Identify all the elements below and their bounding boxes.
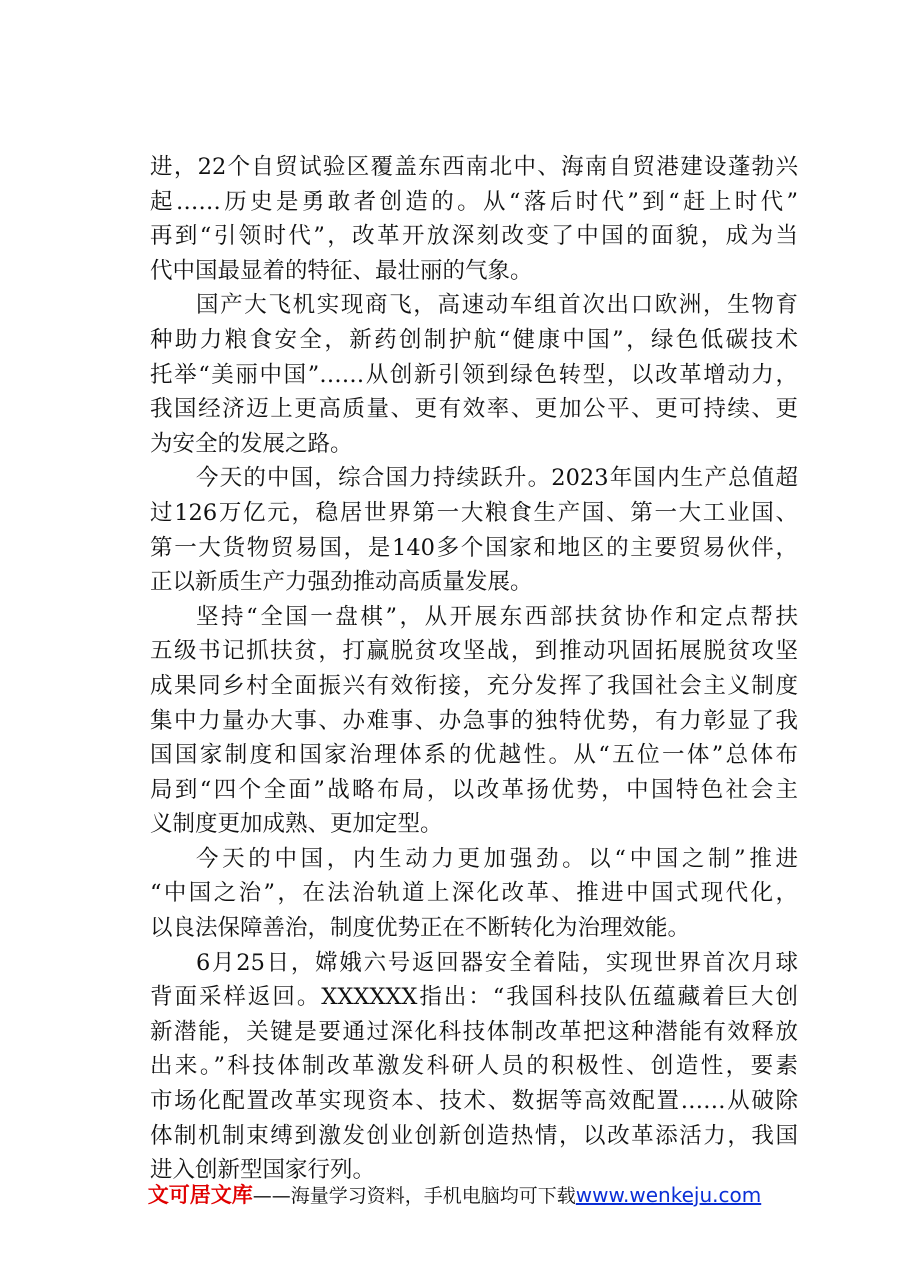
text-line: 再到“引领时代”，改革开放深刻改变了中国的面貌，成为当 [150,223,798,250]
paragraph [150,842,798,946]
footer-brand: 文可居文库 [147,1183,253,1207]
paragraph [150,150,798,288]
text-line: 国国家制度和国家治理体系的优越性。从“五位一体”总体布 [150,742,798,769]
text-line: 6月25日，嫦娥六号返回器安全着陆，实现世界首次月球 [196,949,798,976]
paragraph [150,600,798,842]
text-line: 正以新质生产力强劲推动高质量发展。 [150,569,533,596]
paragraph [150,288,798,461]
text-line: 托举“美丽中国”……从创新引领到绿色转型，以改革增动力， [150,361,798,388]
text-line: 今天的中国，综合国力持续跃升。2023年国内生产总值超 [196,465,798,492]
text-line: 过126万亿元，稳居世界第一大粮食生产国、第一大工业国、 [150,499,798,526]
text-line: 起……历史是勇敢者创造的。从“落后时代”到“赶上时代” [150,188,798,215]
paragraph [150,461,798,599]
text-line: 义制度更加成熟、更加定型。 [150,811,443,838]
text-line: 进入创新型国家行列。 [150,1157,376,1184]
text-line: 局到“四个全面”战略布局，以改革扬优势，中国特色社会主 [150,776,798,803]
text-line: 市场化配置改革实现资本、技术、数据等高效配置……从破除 [150,1088,798,1115]
text-line: 集中力量办大事、办难事、办急事的独特优势，有力彰显了我 [150,707,798,734]
text-line: 背面采样返回。XXXXXX指出：“我国科技队伍蕴藏着巨大创 [150,984,798,1011]
text-line: 国产大飞机实现商飞，高速动车组首次出口欧洲，生物育 [196,292,798,319]
paragraph [150,946,798,1188]
footer-slogan: ——海量学习资料，手机电脑均可下载 [252,1185,576,1207]
text-line: 出来。”科技体制改革激发科研人员的积极性、创造性，要素 [150,1053,798,1080]
text-line: 以良法保障善治，制度优势正在不断转化为治理效能。 [150,915,691,942]
text-line: 为安全的发展之路。 [150,430,353,457]
text-line: 第一大货物贸易国，是140多个国家和地区的主要贸易伙伴， [150,534,798,561]
text-line: 成果同乡村全面振兴有效衔接，充分发挥了我国社会主义制度 [150,672,798,699]
footer-banner [0,1180,909,1211]
text-line: 今天的中国，内生动力更加强劲。以“中国之制”推进 [196,845,798,872]
text-line: 进，22个自贸试验区覆盖东西南北中、海南自贸港建设蓬勃兴 [150,154,798,180]
article-body [150,150,798,1188]
text-line: 五级书记抓扶贫，打赢脱贫攻坚战，到推动巩固拓展脱贫攻坚 [150,638,798,665]
text-line: 代中国最显着的特征、最壮丽的气象。 [150,257,533,284]
text-line: 种助力粮食安全，新药创制护航“健康中国”，绿色低碳技术 [150,326,798,353]
footer-site-link[interactable]: www.wenkeju.com [575,1183,762,1207]
text-line: 新潜能，关键是要通过深化科技体制改革把这种潜能有效释放 [150,1018,798,1045]
text-line: 坚持“全国一盘棋”，从开展东西部扶贫协作和定点帮扶 [196,603,798,630]
text-line: “中国之治”，在法治轨道上深化改革、推进中国式现代化， [150,880,798,907]
text-line: 体制机制束缚到激发创业创新创造热情，以改革添活力，我国 [150,1122,798,1149]
text-line: 我国经济迈上更高质量、更有效率、更加公平、更可持续、更 [150,396,798,423]
